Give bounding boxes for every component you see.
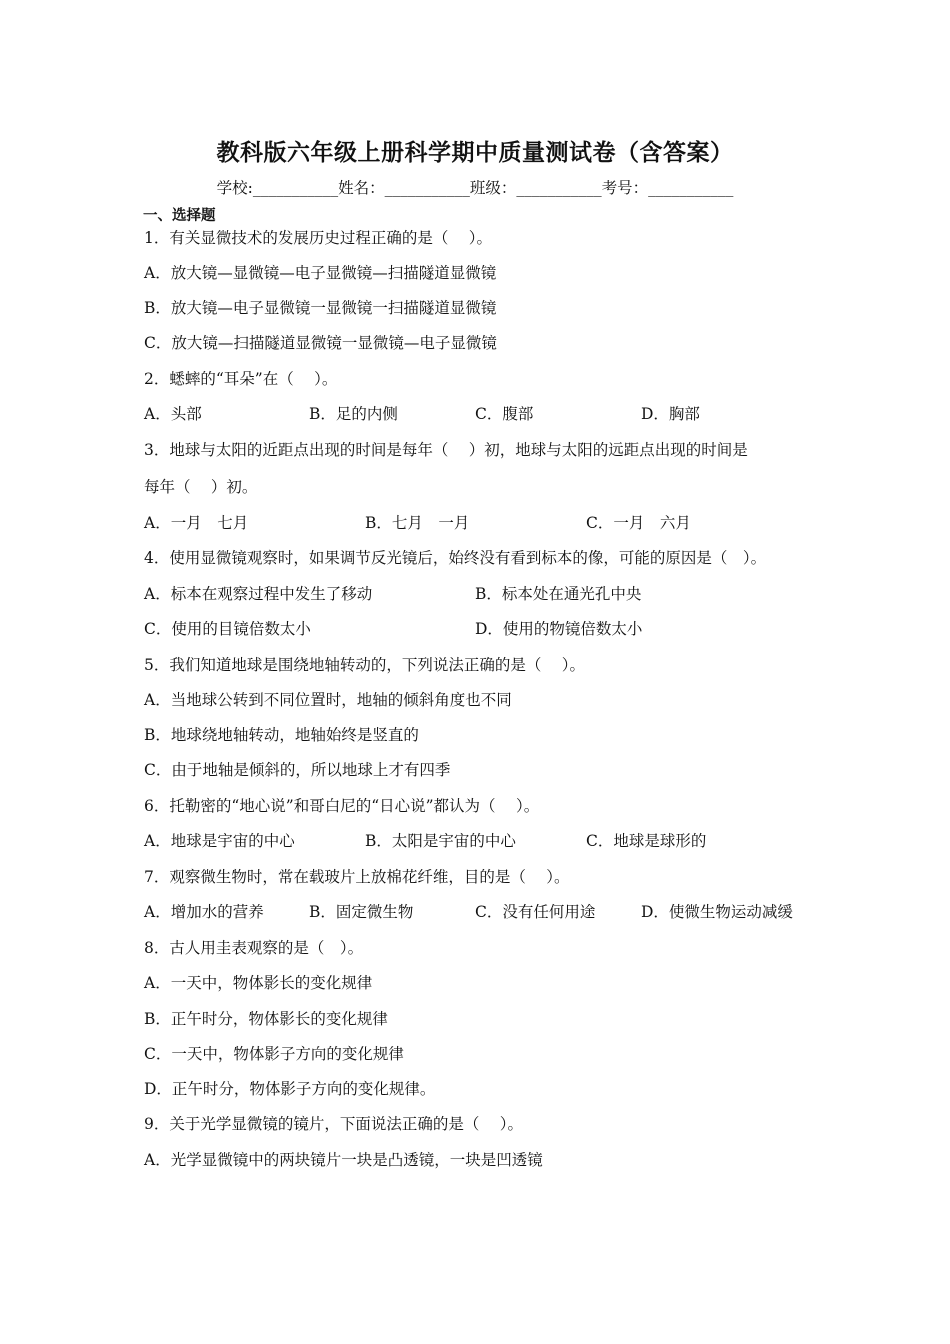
answer-option: A．增加水的营养 (144, 903, 264, 921)
answer-option: C．放大镜—扫描隧道显微镜一显微镜—电子显微镜 (144, 334, 497, 352)
answer-option: C．没有任何用途 (475, 903, 596, 921)
question-stem: 6．托勒密的“地心说”和哥白尼的“日心说”都认为（ ）。 (144, 797, 540, 815)
question-stem: 9．关于光学显微镜的镜片，下面说法正确的是（ ）。 (144, 1115, 524, 1133)
question-stem-continued: 每年（ ）初。 (144, 478, 258, 496)
answer-option: B．放大镜—电子显微镜一显微镜一扫描隧道显微镜 (144, 299, 497, 317)
question-stem: 7．观察微生物时，常在载玻片上放棉花纤维，目的是（ ）。 (144, 868, 570, 886)
answer-option: A．一月 七月 (144, 514, 249, 532)
answer-option: B．地球绕地轴转动，地轴始终是竖直的 (144, 726, 419, 744)
question-stem: 5．我们知道地球是围绕地轴转动的，下列说法正确的是（ ）。 (144, 656, 586, 674)
answer-option: A．光学显微镜中的两块镜片一块是凸透镜，一块是凹透镜 (144, 1151, 543, 1169)
answer-option: B．正午时分，物体影长的变化规律 (144, 1010, 388, 1028)
student-info-line: 学校:___________姓名：___________班级：___________考号：___________ (216, 179, 734, 197)
answer-option: D．胸部 (641, 405, 700, 423)
answer-option: A．一天中，物体影长的变化规律 (144, 974, 373, 992)
answer-option: B．七月 一月 (365, 514, 470, 532)
section-heading: 一、选择题 (143, 208, 216, 224)
answer-option: D．使用的物镜倍数太小 (475, 620, 643, 638)
answer-option: C．由于地轴是倾斜的，所以地球上才有四季 (144, 761, 451, 779)
answer-option: C．使用的目镜倍数太小 (144, 620, 311, 638)
answer-option: C．一月 六月 (586, 514, 691, 532)
answer-option: A．标本在观察过程中发生了移动 (144, 585, 373, 603)
answer-option: C．一天中，物体影子方向的变化规律 (144, 1045, 404, 1063)
answer-option: D．正午时分，物体影子方向的变化规律。 (144, 1080, 436, 1098)
answer-option: A．头部 (144, 405, 202, 423)
answer-option: B．固定微生物 (309, 903, 414, 921)
answer-option: A．当地球公转到不同位置时，地轴的倾斜角度也不同 (144, 691, 512, 709)
answer-option: B．足的内侧 (309, 405, 398, 423)
question-stem: 2．蟋蟀的“耳朵”在（ ）。 (144, 370, 338, 388)
question-stem: 8．古人用圭表观察的是（ ）。 (144, 939, 364, 957)
answer-option: C．地球是球形的 (586, 832, 707, 850)
document-title: 教科版六年级上册科学期中质量测试卷（含答案） (216, 140, 734, 166)
answer-option: D．使微生物运动减缓 (641, 903, 793, 921)
question-stem: 4．使用显微镜观察时，如果调节反光镜后，始终没有看到标本的像，可能的原因是（ ）。 (144, 549, 767, 567)
answer-option: A．放大镜—显微镜—电子显微镜—扫描隧道显微镜 (144, 264, 497, 282)
answer-option: C．腹部 (475, 405, 534, 423)
answer-option: A．地球是宇宙的中心 (144, 832, 295, 850)
question-stem: 3．地球与太阳的近距点出现的时间是每年（ ）初，地球与太阳的远距点出现的时间是 (144, 441, 748, 459)
question-stem: 1．有关显微技术的发展历史过程正确的是（ ）。 (144, 229, 493, 247)
answer-option: B．太阳是宇宙的中心 (365, 832, 516, 850)
answer-option: B．标本处在通光孔中央 (475, 585, 642, 603)
